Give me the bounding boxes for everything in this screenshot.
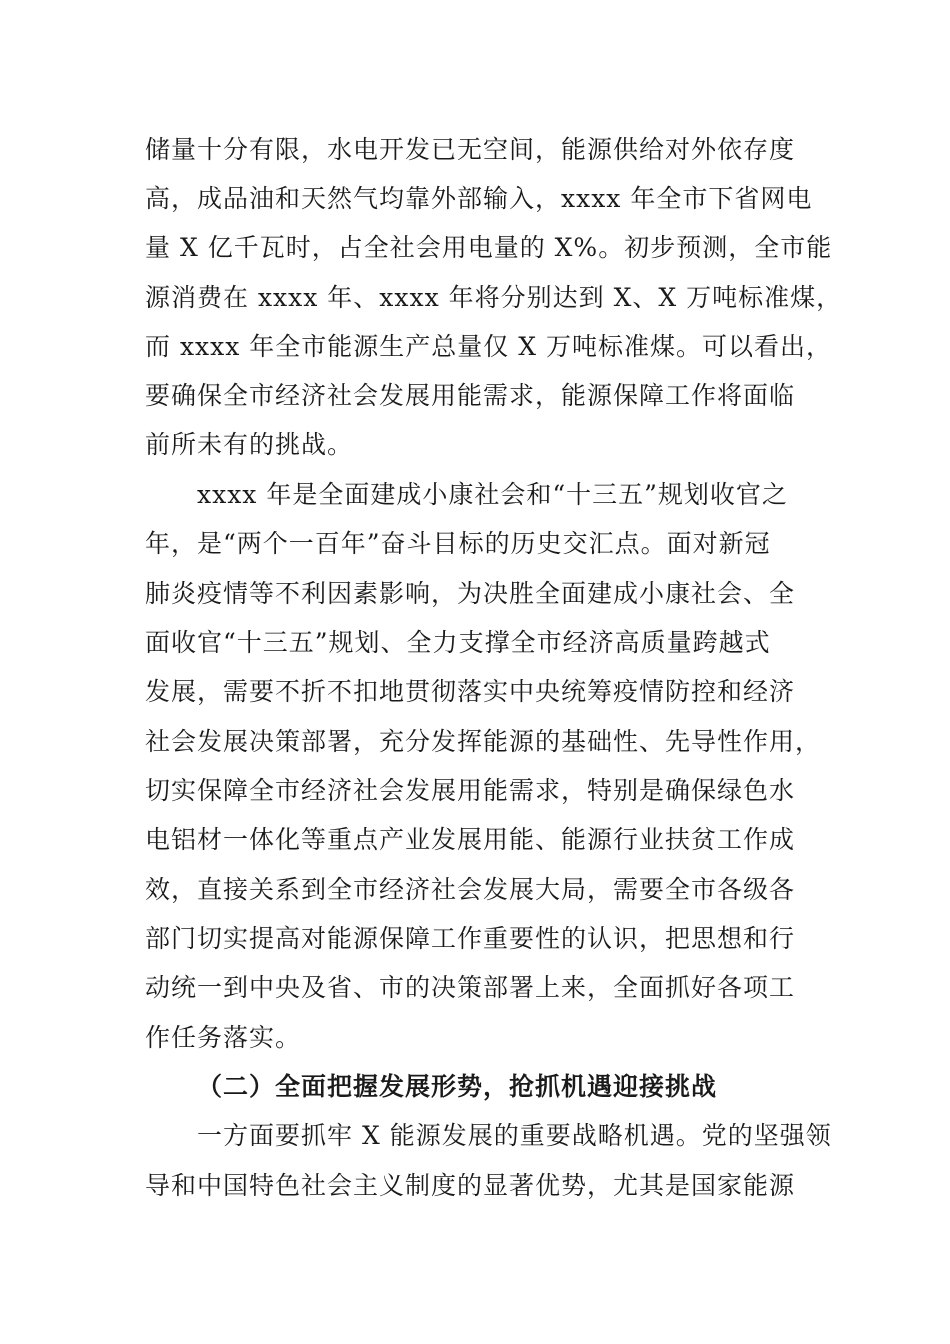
text-line: 要确保全市经济社会发展用能需求，能源保障工作将面临 [145, 381, 796, 410]
text-line: 社会发展决策部署，充分发挥能源的基础性、先导性作用， [145, 727, 822, 756]
text-line: 效，直接关系到全市经济社会发展大局，需要全市各级各 [145, 875, 796, 904]
text-line: 前所未有的挑战。 [145, 430, 354, 459]
text-line: 动统一到中央及省、市的决策部署上来，全面抓好各项工 [145, 973, 796, 1002]
section-heading: （二）全面把握发展形势，抢抓机遇迎接挑战 [197, 1072, 718, 1101]
paragraph-first-line: 一方面要抓牢 X 能源发展的重要战略机遇。党的坚强领 [197, 1121, 832, 1150]
text-line: 导和中国特色社会主义制度的显著优势，尤其是国家能源 [145, 1171, 796, 1200]
text-line: 高，成品油和天然气均靠外部输入，xxxx 年全市下省网电 [145, 184, 813, 213]
paragraph-first-line: xxxx 年是全面建成小康社会和“十三五”规划收官之 [197, 480, 788, 509]
text-line: 切实保障全市经济社会发展用能需求，特别是确保绿色水 [145, 776, 796, 805]
text-line: 肺炎疫情等不利因素影响，为决胜全面建成小康社会、全 [145, 579, 796, 608]
text-line: 发展，需要不折不扣地贯彻落实中央统筹疫情防控和经济 [145, 677, 796, 706]
text-line: 作任务落实。 [145, 1023, 302, 1052]
text-line: 面收官“十三五”规划、全力支撑全市经济高质量跨越式 [145, 628, 771, 657]
text-line: 而 xxxx 年全市能源生产总量仅 X 万吨标准煤。可以看出， [145, 332, 832, 361]
text-line: 部门切实提高对能源保障工作重要性的认识，把思想和行 [145, 924, 796, 953]
text-line: 年，是“两个一百年”奋斗目标的历史交汇点。面对新冠 [145, 529, 771, 558]
text-line: 电铝材一体化等重点产业发展用能、能源行业扶贫工作成 [145, 825, 796, 854]
text-line: 量 X 亿千瓦时，占全社会用电量的 X%。初步预测，全市能 [145, 233, 833, 262]
text-line: 储量十分有限，水电开发已无空间，能源供给对外依存度 [145, 135, 796, 164]
text-line: 源消费在 xxxx 年、xxxx 年将分别达到 X、X 万吨标准煤， [145, 283, 843, 312]
